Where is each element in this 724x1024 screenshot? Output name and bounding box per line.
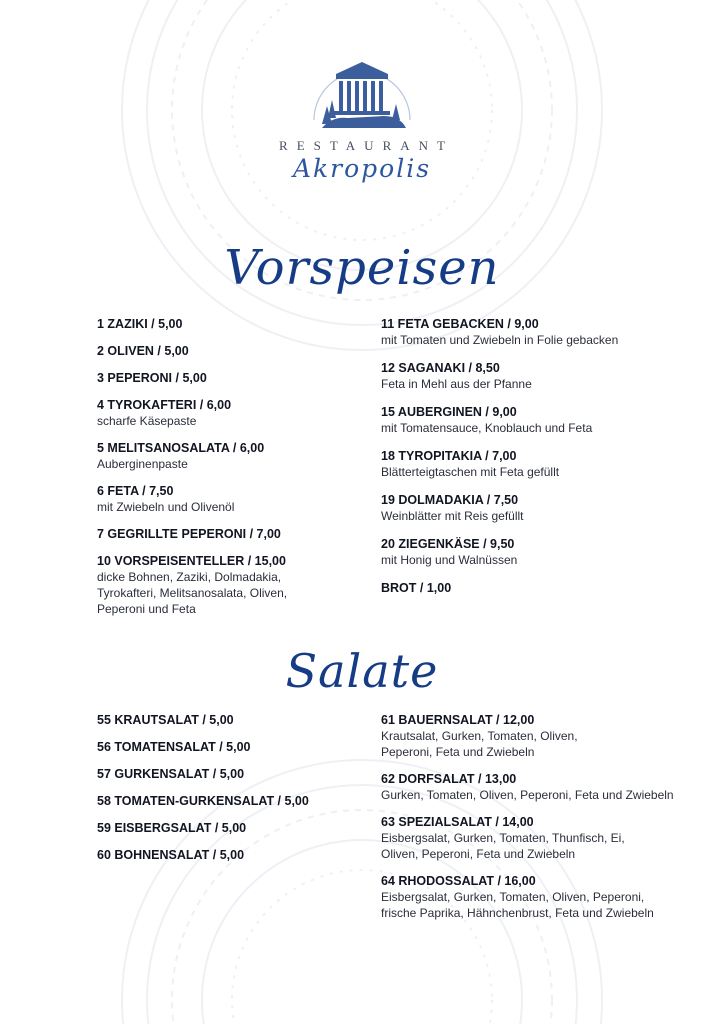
menu-item-name: 61 BAUERNSALAT / 12,00 bbox=[381, 713, 535, 727]
temple-logo bbox=[292, 40, 432, 136]
brand-name: Akropolis bbox=[292, 154, 432, 183]
menu-item bbox=[381, 360, 681, 392]
menu-item-name: 1 ZAZIKI / 5,00 bbox=[97, 317, 183, 331]
menu-item-description: Weinblätter mit Reis gefüllt bbox=[381, 509, 524, 523]
menu-item bbox=[97, 766, 397, 782]
menu-item-name: 2 OLIVEN / 5,00 bbox=[97, 344, 189, 358]
menu-item-name: 3 PEPERONI / 5,00 bbox=[97, 371, 207, 385]
menu-item bbox=[97, 397, 397, 429]
menu-item-name: 5 MELITSANOSALATA / 6,00 bbox=[97, 441, 265, 455]
menu-item bbox=[97, 316, 397, 332]
menu-item-description: Eisbergsalat, Gurken, Tomaten, Oliven, Peperoni, frische Paprika, Hähnchenbrust, Feta und Zwiebeln bbox=[381, 890, 654, 920]
menu-item bbox=[97, 793, 397, 809]
salate-right-column bbox=[381, 712, 681, 932]
menu-item-description: Auberginenpaste bbox=[97, 457, 188, 471]
menu-item-description: scharfe Käsepaste bbox=[97, 414, 197, 428]
menu-item bbox=[381, 404, 681, 436]
menu-item bbox=[381, 492, 681, 524]
menu-item bbox=[381, 712, 586, 760]
menu-item-description: mit Zwiebeln und Olivenöl bbox=[97, 500, 235, 514]
menu-item-description: Eisbergsalat, Gurken, Tomaten, Thunfisch, Ei, Oliven, Peperoni, Feta und Zwiebeln bbox=[381, 831, 625, 861]
menu-item-name: 7 GEGRILLTE PEPERONI / 7,00 bbox=[97, 527, 281, 541]
section-title-vorspeisen: Vorspeisen bbox=[224, 240, 500, 296]
menu-item-name: 62 DORFSALAT / 13,00 bbox=[381, 772, 517, 786]
menu-item-name: 18 TYROPITAKIA / 7,00 bbox=[381, 449, 517, 463]
brand-restaurant-word: RESTAURANT bbox=[279, 138, 454, 153]
menu-item-name: 20 ZIEGENKÄSE / 9,50 bbox=[381, 537, 515, 551]
menu-item-name: 19 DOLMADAKIA / 7,50 bbox=[381, 493, 519, 507]
menu-item bbox=[97, 343, 397, 359]
menu-item bbox=[97, 820, 397, 836]
menu-item bbox=[381, 448, 681, 480]
menu-item-description: Gurken, Tomaten, Oliven, Peperoni, Feta und Zwiebeln bbox=[381, 788, 674, 802]
menu-item-description: Blätterteigtaschen mit Feta gefüllt bbox=[381, 465, 560, 479]
menu-item bbox=[97, 739, 397, 755]
menu-item bbox=[381, 814, 661, 862]
menu-item bbox=[97, 370, 397, 386]
menu-item bbox=[381, 536, 681, 568]
menu-item bbox=[97, 847, 397, 863]
menu-item-name: 64 RHODOSSALAT / 16,00 bbox=[381, 874, 536, 888]
menu-item-name: 10 VORSPEISENTELLER / 15,00 bbox=[97, 554, 286, 568]
menu-item-name: 4 TYROKAFTERI / 6,00 bbox=[97, 398, 232, 412]
menu-item-description: Feta in Mehl aus der Pfanne bbox=[381, 377, 532, 391]
menu-item bbox=[381, 316, 681, 348]
menu-item bbox=[381, 873, 661, 921]
menu-item-name: 11 FETA GEBACKEN / 9,00 bbox=[381, 317, 539, 331]
menu-item bbox=[381, 771, 681, 803]
menu-item bbox=[381, 580, 681, 596]
menu-item-name: 55 KRAUTSALAT / 5,00 bbox=[97, 713, 234, 727]
menu-item-name: BROT / 1,00 bbox=[381, 581, 452, 595]
menu-item-name: 60 BOHNENSALAT / 5,00 bbox=[97, 848, 245, 862]
menu-item bbox=[97, 712, 397, 728]
menu-item-description: mit Tomaten und Zwiebeln in Folie gebacken bbox=[381, 333, 619, 347]
menu-item bbox=[97, 483, 397, 515]
salate-left-column bbox=[97, 712, 397, 874]
menu-item-name: 6 FETA / 7,50 bbox=[97, 484, 174, 498]
menu-item-name: 15 AUBERGINEN / 9,00 bbox=[381, 405, 517, 419]
menu-item-name: 57 GURKENSALAT / 5,00 bbox=[97, 767, 245, 781]
menu-item-name: 12 SAGANAKI / 8,50 bbox=[381, 361, 500, 375]
menu-item-description: mit Honig und Walnüssen bbox=[381, 553, 518, 567]
vorspeisen-right-column bbox=[381, 316, 681, 608]
section-title-salate: Salate bbox=[285, 644, 439, 698]
menu-item bbox=[97, 440, 397, 472]
menu-item-name: 59 EISBERGSALAT / 5,00 bbox=[97, 821, 247, 835]
menu-item bbox=[97, 526, 397, 542]
menu-item-name: 58 TOMATEN-GURKENSALAT / 5,00 bbox=[97, 794, 309, 808]
menu-item-description: dicke Bohnen, Zaziki, Dolmadakia, Tyrokafteri, Melitsanosalata, Oliven, Peperoni und Feta bbox=[97, 570, 288, 616]
menu-item-description: Krautsalat, Gurken, Tomaten, Oliven, Peperoni, Feta und Zwiebeln bbox=[381, 729, 578, 759]
menu-item-description: mit Tomatensauce, Knoblauch und Feta bbox=[381, 421, 593, 435]
menu-item bbox=[97, 553, 312, 617]
menu-item-name: 56 TOMATENSALAT / 5,00 bbox=[97, 740, 251, 754]
vorspeisen-left-column bbox=[97, 316, 397, 628]
menu-item-name: 63 SPEZIALSALAT / 14,00 bbox=[381, 815, 534, 829]
